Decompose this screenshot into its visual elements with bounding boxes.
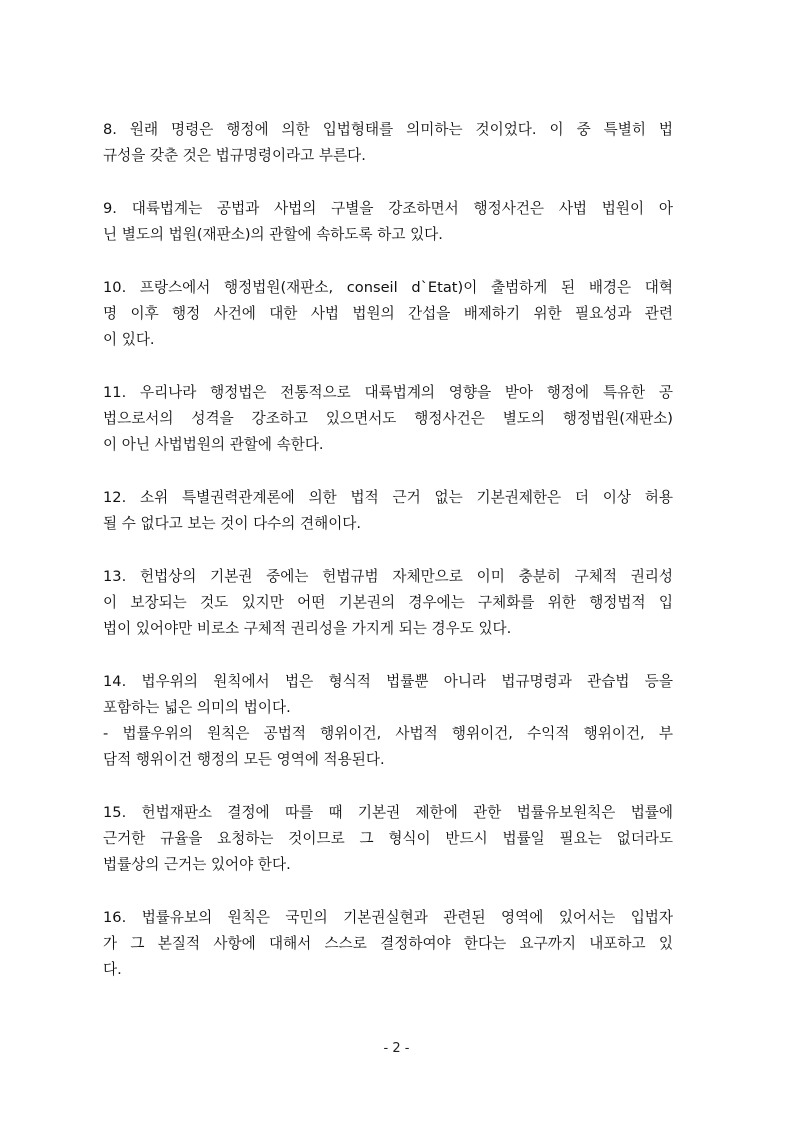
- paragraph-line: 포함하는 넓은 의미의 법이다.: [103, 699, 291, 716]
- paragraph-line: 닌 별도의 법원(재판소)의 관할에 속하도록 하고 있다.: [103, 226, 443, 243]
- paragraph-line: 이 아닌 사법법원의 관할에 속한다.: [103, 436, 324, 453]
- paragraph-item: [103, 905, 673, 983]
- paragraph-line: 10. 프랑스에서 행정법원(재판소, conseil d`Etat)이 출범하게 된 배경은 대혁: [103, 279, 673, 296]
- paragraph-line: 근거한 규율을 요청하는 것이므로 그 형식이 반드시 법률일 필요는 없더라도: [103, 830, 673, 847]
- paragraph-item: [103, 564, 673, 642]
- page-number: - 2 -: [383, 1041, 410, 1056]
- paragraph-line: 이 있다.: [103, 331, 155, 348]
- paragraph-item: [103, 275, 673, 353]
- paragraph-line: 13. 헌법상의 기본권 중에는 헌법규범 자체만으로 이미 충분히 구체적 권리성: [103, 568, 673, 585]
- paragraph-line: 규성을 갖춘 것은 법규명령이라고 부른다.: [103, 147, 366, 164]
- paragraph-line: 8. 원래 명령은 행정에 의한 입법형태를 의미하는 것이었다. 이 중 특별히 법: [103, 121, 673, 138]
- paragraph-item: [103, 196, 673, 248]
- paragraph-item: [103, 800, 673, 878]
- paragraph-item: [103, 117, 673, 169]
- paragraph-line: 담적 행위이건 행정의 모든 영역에 적용된다.: [103, 751, 385, 768]
- paragraph-item: [103, 485, 673, 537]
- paragraph-line: 명 이후 행정 사건에 대한 사법 법원의 간섭을 배제하기 위한 필요성과 관련: [103, 305, 673, 322]
- paragraph-item: [103, 380, 673, 458]
- paragraph-line: 이 보장되는 것도 있지만 어떤 기본권의 경우에는 구체화를 위한 행정법적 입: [103, 594, 673, 611]
- paragraph-line: 가 그 본질적 사항에 대해서 스스로 결정하여야 한다는 요구까지 내포하고 있: [103, 935, 673, 952]
- paragraph-line: 15. 헌법재판소 결정에 따를 때 기본권 제한에 관한 법률유보원칙은 법률에: [103, 804, 673, 821]
- paragraph-item: [103, 669, 673, 773]
- paragraph-line: 12. 소위 특별권력관계론에 의한 법적 근거 없는 기본권제한은 더 이상 허용: [103, 489, 673, 506]
- paragraph-line: 법률상의 근거는 있어야 한다.: [103, 856, 291, 873]
- document-body: [103, 117, 673, 1010]
- paragraph-line: 다.: [103, 961, 122, 978]
- paragraph-line: 법이 있어야만 비로소 구체적 권리성을 가지게 되는 경우도 있다.: [103, 620, 512, 637]
- paragraph-line: 법으로서의 성격을 강조하고 있으면서도 행정사건은 별도의 행정법원(재판소): [103, 410, 673, 427]
- paragraph-line: - 법률우위의 원칙은 공법적 행위이건, 사법적 행위이건, 수익적 행위이건, 부: [103, 725, 673, 742]
- paragraph-line: 11. 우리나라 행정법은 전통적으로 대륙법계의 영향을 받아 행정에 특유한 공: [103, 384, 673, 401]
- paragraph-line: 16. 법률유보의 원칙은 국민의 기본권실현과 관련된 영역에 있어서는 입법자: [103, 909, 673, 926]
- paragraph-line: 될 수 없다고 보는 것이 다수의 견해이다.: [103, 515, 362, 532]
- paragraph-line: 14. 법우위의 원칙에서 법은 형식적 법률뿐 아니라 법규명령과 관습법 등을: [103, 673, 673, 690]
- paragraph-line: 9. 대륙법계는 공법과 사법의 구별을 강조하면서 행정사건은 사법 법원이 아: [103, 200, 673, 217]
